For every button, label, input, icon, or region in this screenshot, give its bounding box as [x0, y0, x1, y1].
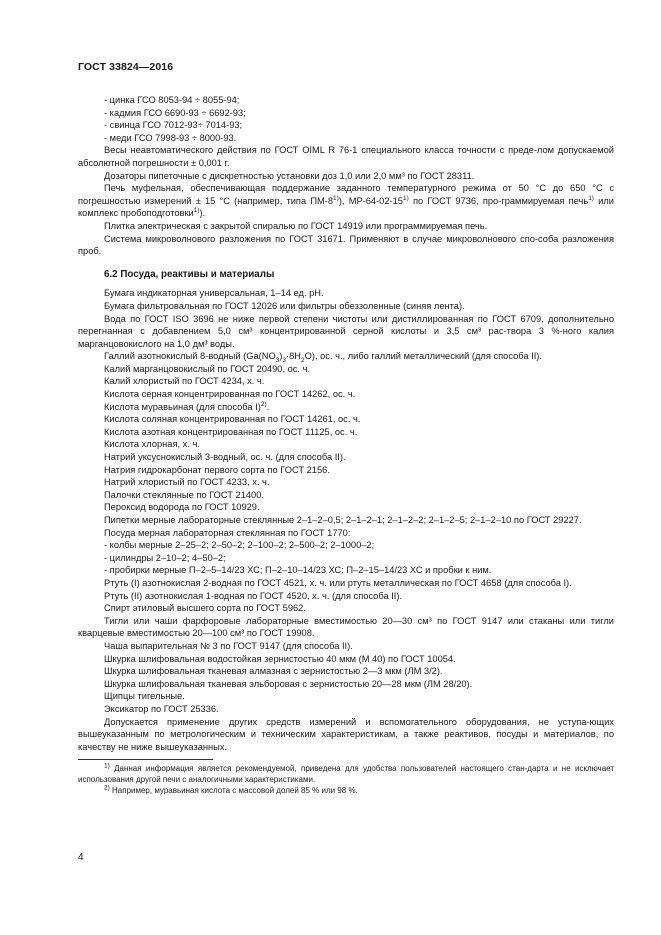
item-sandpaper-diamond: Шкурка шлифовальная тканевая алмазная с зернистостью 2—3 мкм (ЛМ 3/2). — [104, 666, 443, 677]
paragraph-scales: Весы неавтоматического действия по ГОСТ OIML R 76-1 специального класса точности с преде-лом допускаемой абсолютной погрешности ± 0,001 г. — [78, 145, 614, 168]
item-ethanol: Спирт этиловый высшего сорта по ГОСТ 5962. — [104, 603, 306, 614]
paragraph-stove: Плитка электрическая с закрытой спиралью по ГОСТ 14919 или программируемая печь. — [104, 220, 488, 231]
furnace-text-a: Печь муфельная, обеспечивающая поддержание заданного температурного режима от 50 °С до 650 °С с погрешностью измерений ± 15 °С (например, типа ПМ-8 — [78, 183, 614, 206]
gallium-text-b: ) — [279, 351, 283, 362]
list-item-lead: - свинца ГСО 7012-93÷ 7014-93; — [104, 120, 243, 131]
footnote-2 — [78, 786, 614, 797]
paragraph-water: Вода по ГОСТ ISO 3696 не ниже первой степени чистоты или дистиллированная по ГОСТ 6709, дополнительно перегнанная с добавлением 5,0 см³ концентрированной серной кислоты и 3,5 см³ рас-твора 3 %-ного калия марганцовокислого на 1,0 дм³ воды. — [78, 313, 614, 349]
footnote-ref-1: 1) — [333, 194, 339, 202]
gallium-text-a: Галлий азотнокислый 8-водный (Ga(NO — [104, 351, 276, 362]
paragraph-mercury-1: Ртуть (I) азотнокислая 2-водная по ГОСТ 4521, х. ч. или ртуть металлическая по ГОСТ 4658 (для способа I). — [104, 577, 572, 588]
item-filter-paper: Бумага фильтровальная по ГОСТ 12026 или фильтры обеззоленные (синяя лента). — [104, 300, 465, 311]
item-sodium-bicarbonate: Натрия гидрокарбонат первого сорта по ГОСТ 2156. — [104, 464, 330, 475]
item-glass-rods: Палочки стеклянные по ГОСТ 21400. — [104, 489, 264, 500]
list-item-flasks: - колбы мерные 2–25–2; 2–50–2; 2–100–2; 2–500–2; 2–1000–2; — [104, 540, 375, 551]
footnote-ref-1: 1) — [588, 194, 594, 202]
item-evaporating-dish: Чаша выпарительная № 3 по ГОСТ 9147 (для способа II). — [104, 640, 353, 651]
item-sandpaper-waterproof: Шкурка шлифовальная водостойкая зернистостью 40 мкм (М 40) по ГОСТ 10054. — [104, 653, 456, 664]
furnace-text-d: или комплекс пробоподготовки — [78, 195, 614, 219]
item-perchloric-acid: Кислота хлорная, х. ч. — [104, 439, 200, 450]
footnote-ref-2: 2) — [260, 400, 267, 408]
item-sodium-chloride: Натрий хлористый по ГОСТ 4233, х. ч. — [104, 477, 270, 488]
item-hydrogen-peroxide: Пероксид водорода по ГОСТ 10929. — [104, 502, 260, 513]
item-tongs: Щипцы тигельные. — [104, 691, 185, 702]
gallium-sub: 3 — [275, 357, 280, 365]
list-item-cadmium: - кадмия ГСО 6690-93 ÷ 6692-93; — [104, 107, 246, 118]
section-heading: 6.2 Посуда, реактивы и материалы — [104, 268, 275, 280]
gallium-text-d: O), ос. ч., либо галлий металлический (для способа II). — [304, 351, 542, 362]
item-formic-acid: Кислота муравьиная (для способа I)$^{2)}$. — [104, 400, 270, 412]
footnote-mark: 1) — [104, 762, 110, 770]
footnote-text: Например, муравьиная кислота с массовой долей 85 % или 98 %. — [109, 785, 358, 795]
furnace-text-c: по ГОСТ 9736, про-граммируемая печь — [408, 195, 589, 206]
item-sulfuric-acid: Кислота серная концентрированная по ГОСТ 14262, ос. ч. — [104, 389, 356, 400]
paragraph-microwave: Система микроволнового разложения по ГОСТ 31671. Применяют в случае микроволнового спо-соба разложения проб. — [78, 233, 614, 257]
gallium-sub: 3 — [282, 357, 287, 365]
list-item-copper: - меди ГСО 7998-93 ÷ 8000-93. — [104, 132, 237, 143]
paragraph-pipettes: Пипетки мерные лабораторные стеклянные 2–1–2–0,5; 2–1–2–1; 2–1–2–2; 2–1–2–5; 2–1–2–10 по ГОСТ 29227. — [104, 515, 582, 525]
paragraph-dosers: Дозаторы пипеточные с дискретностью установки доз 1,0 или 2,0 мм³ по ГОСТ 28311. — [104, 170, 475, 181]
list-item-zinc: - цинка ГСО 8053-94 ÷ 8055-94; — [104, 95, 240, 105]
gallium-sub: 2 — [301, 357, 305, 365]
furnace-text-b: ), МР-64-02-15 — [338, 195, 403, 206]
footnote-ref-1: 1) — [402, 194, 409, 202]
page-number: 4 — [78, 852, 84, 863]
item-potassium-permanganate: Калий марганцовокислый по ГОСТ 20490, ос. ч. — [104, 363, 311, 374]
footnote-ref-1: 1) — [193, 207, 200, 215]
footnote-1 — [78, 764, 614, 786]
gallium-text-c: ·8H — [286, 351, 302, 362]
item-indicator-paper: Бумага индикаторная универсальная, 1–14 ед. рН. — [104, 288, 324, 299]
list-item-cylinders: - цилиндры 2–10–2; 4–50–2; — [104, 552, 226, 563]
item-desiccator: Эксикатор по ГОСТ 25336. — [104, 703, 219, 714]
list-item-tubes: - пробирки мерные П–2–5–14/23 ХС; П–2–10–14/23 ХС; П–2–15–14/23 ХС и пробки к ним. — [104, 565, 492, 576]
furnace-text-e: ). — [199, 208, 206, 219]
paragraph-allowed: Допускается применение других средств измерений и вспомогательного оборудования, не уступа-ющих вышеуказанным по метрологическим и техническим характеристикам, а также реактивов, посуды и материалов, по качеству не ниже вышеуказанных. — [78, 716, 614, 752]
paragraph-glassware: Посуда мерная лабораторная стеклянная по ГОСТ 1770: — [104, 527, 351, 538]
footnote-divider — [78, 759, 213, 760]
footnote-mark: 2) — [104, 784, 110, 792]
item-nitric-acid: Кислота азотная концентрированная по ГОСТ 11125, ос. ч. — [104, 426, 358, 437]
item-sodium-acetate: Натрий уксуснокислый 3-водный, ос. ч. (для способа II). — [104, 452, 346, 463]
formic-text: Кислота муравьиная (для способа I) — [104, 401, 261, 412]
item-mercury-2: Ртуть (II) азотнокислая 1-водная по ГОСТ 4520, х. ч. (для способа II). — [104, 590, 403, 601]
paragraph-gallium — [78, 350, 614, 363]
item-sandpaper-elbor: Шкурка шлифовальная тканевая эльборовая с зернистостью 20—28 мкм (ЛМ 28/20). — [104, 678, 473, 689]
paragraph-furnace — [78, 182, 614, 220]
footnote-text: Данная информация является рекомендуемой, приведена для удобства пользователей настоящего стан-дарта и не исключает использования другой печи с аналогичными характеристиками. — [78, 764, 614, 785]
document-body — [78, 94, 614, 797]
paragraph-crucibles: Тигли или чаши фарфоровые лабораторные вместимостью 20—30 см³ по ГОСТ 9147 или стаканы или тигли кварцевые вместимостью 20—100 см³ по ГОСТ 19908. — [78, 615, 614, 639]
item-hydrochloric-acid: Кислота соляная концентрированная по ГОСТ 14261, ос. ч. — [104, 414, 361, 425]
item-potassium-chloride: Калий хлористый по ГОСТ 4234, х. ч. — [104, 376, 265, 387]
page-header-standard-number: ГОСТ 33824—2016 — [78, 61, 174, 73]
